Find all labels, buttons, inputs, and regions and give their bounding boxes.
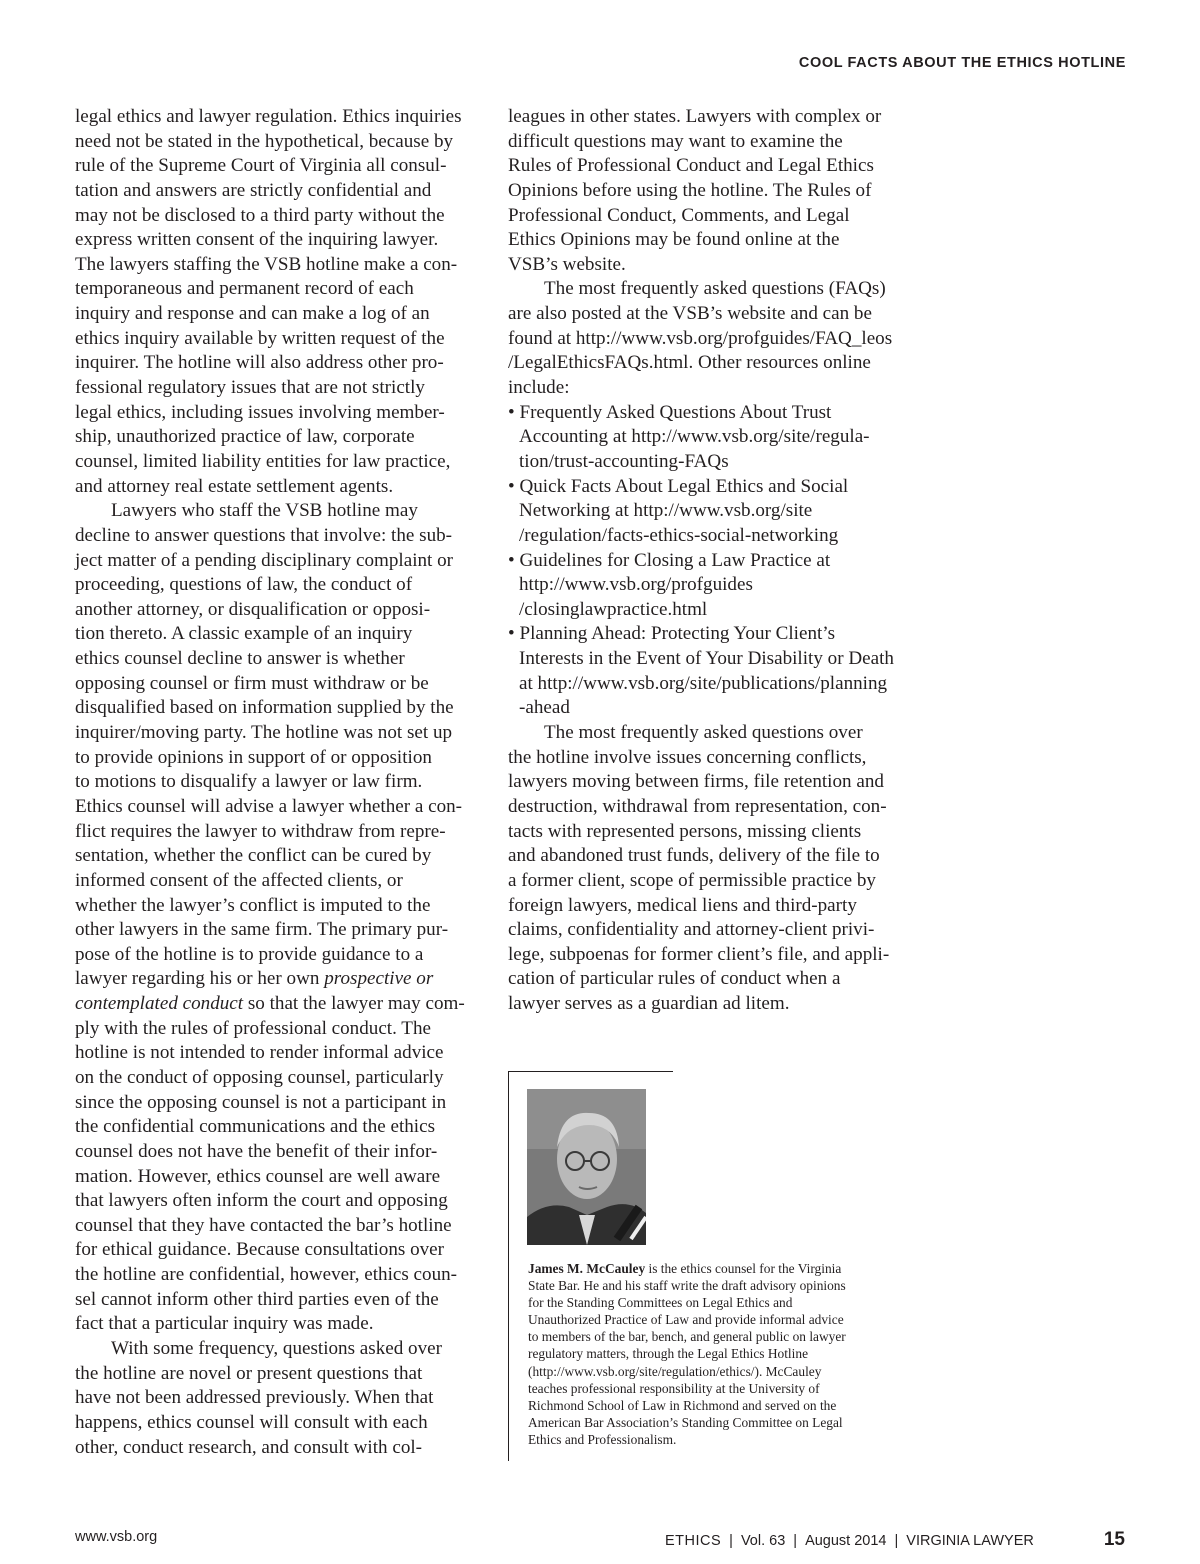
- text-run: so that the lawyer may com-: [243, 993, 465, 1015]
- text-line: legal ethics and lawyer regulation. Ethics inquiries: [75, 106, 462, 127]
- text-line: include:: [508, 377, 570, 399]
- footer-section: ETHICS: [664, 1533, 722, 1549]
- text-line: need not be stated in the hypothetical, because by: [75, 130, 454, 152]
- author-bio-text: [528, 1260, 908, 1448]
- text-line: hotline is not intended to render informal advice: [75, 1042, 444, 1064]
- text-line: that lawyers often inform the court and opposing: [75, 1190, 448, 1212]
- bio-top-rule: [508, 1071, 673, 1072]
- bullet-item: • Guidelines for Closing a Law Practice at: [508, 549, 831, 571]
- text-line: tation and answers are strictly confidential and: [75, 179, 432, 201]
- text-line: happens, ethics counsel will consult with each: [75, 1411, 428, 1433]
- text-line: VSB’s website.: [508, 253, 626, 275]
- text-line: legal ethics, including issues involving member-: [75, 401, 445, 423]
- bio-line: American Bar Association’s Standing Committee on Legal: [528, 1414, 843, 1430]
- mixed-style-line: [75, 967, 485, 992]
- text-line: flict requires the lawyer to withdraw from repre-: [75, 820, 446, 842]
- text-line: fact that a particular inquiry was made.: [75, 1313, 374, 1335]
- text-line: difficult questions may want to examine the: [508, 130, 843, 152]
- text-line: Professional Conduct, Comments, and Legal: [508, 204, 850, 226]
- text-line: tacts with represented persons, missing clients: [508, 820, 862, 842]
- text-line: ply with the rules of professional conduct. The: [75, 1017, 431, 1039]
- text-line: Opinions before using the hotline. The Rules of: [508, 179, 872, 201]
- bio-line: for the Standing Committees on Legal Ethics and: [528, 1295, 793, 1311]
- text-line: the hotline involve issues concerning conflicts,: [508, 746, 867, 768]
- mixed-style-line: [75, 992, 485, 1017]
- bio-line: Richmond School of Law in Richmond and served on the: [528, 1397, 837, 1413]
- text-line: have not been addressed previously. When that: [75, 1387, 434, 1409]
- text-line: rule of the Supreme Court of Virginia all consul-: [75, 155, 447, 177]
- text-line: a former client, scope of permissible practice by: [508, 869, 876, 891]
- author-name: James M. McCauley: [528, 1261, 646, 1276]
- text-line: on the conduct of opposing counsel, particularly: [75, 1066, 444, 1088]
- bio-left-rule: [508, 1071, 509, 1461]
- text-line: lawyers moving between firms, file retention and: [508, 771, 884, 793]
- author-bio-box: [508, 1071, 908, 1461]
- text-line: temporaneous and permanent record of each: [75, 278, 414, 300]
- bullet-item: • Quick Facts About Legal Ethics and Social: [508, 475, 849, 497]
- text-line: inquirer/moving party. The hotline was not set up: [75, 722, 453, 744]
- bio-text-run: is the ethics counsel for the Virginia: [645, 1261, 842, 1276]
- footer-separator: |: [793, 1533, 798, 1549]
- text-line: Ethics Opinions may be found online at the: [508, 229, 840, 251]
- bio-line: regulatory matters, through the Legal Ethics Hotline: [528, 1346, 809, 1362]
- text-line: ethics inquiry available by written request of the: [75, 327, 445, 349]
- text-line: tion thereto. A classic example of an inquiry: [75, 623, 413, 645]
- paragraph-start-line: Lawyers who staff the VSB hotline may: [111, 500, 418, 522]
- footer-website-url: www.vsb.org: [75, 1529, 158, 1545]
- text-line: the hotline are novel or present questions that: [75, 1362, 423, 1384]
- author-portrait: [527, 1089, 646, 1245]
- text-line: lawyer serves as a guardian ad litem.: [508, 993, 790, 1015]
- bullet-continuation: /closinglawpractice.html: [519, 598, 708, 620]
- text-line: claims, confidentiality and attorney-client privi-: [508, 919, 875, 941]
- paragraph-start-line: The most frequently asked questions (FAQs): [544, 278, 886, 300]
- bio-line: Ethics and Professionalism.: [528, 1431, 677, 1447]
- footer-publication: VIRGINIA LAWYER: [906, 1533, 1034, 1549]
- bullet-continuation: Accounting at http://www.vsb.org/site/regula-: [519, 426, 870, 448]
- bio-line: [528, 1260, 908, 1277]
- text-line: counsel does not have the benefit of their infor-: [75, 1140, 438, 1162]
- bullet-continuation: tion/trust-accounting-FAQs: [519, 450, 729, 472]
- text-line: cation of particular rules of conduct when a: [508, 968, 841, 990]
- footer-date: August 2014: [805, 1533, 887, 1549]
- page-number: 15: [1103, 1529, 1125, 1550]
- text-line: to motions to disqualify a lawyer or law firm.: [75, 771, 423, 793]
- bio-line: Unauthorized Practice of Law and provide informal advice: [528, 1312, 844, 1328]
- bio-line: teaches professional responsibility at the University of: [528, 1380, 820, 1396]
- text-line: sentation, whether the conflict can be cured by: [75, 845, 432, 867]
- text-line: another attorney, or disqualification or opposi-: [75, 598, 431, 620]
- text-line: may not be disclosed to a third party without the: [75, 204, 445, 226]
- text-line: are also posted at the VSB’s website and can be: [508, 303, 872, 325]
- text-line: whether the lawyer’s conflict is imputed to the: [75, 894, 431, 916]
- text-line: mation. However, ethics counsel are well aware: [75, 1165, 441, 1187]
- bio-line: (http://www.vsb.org/site/regulation/ethics/). McCauley: [528, 1363, 822, 1379]
- text-line: found at http://www.vsb.org/profguides/FAQ_leos: [508, 327, 893, 349]
- text-line: express written consent of the inquiring lawyer.: [75, 229, 439, 251]
- italic-phrase: contemplated conduct: [75, 993, 244, 1015]
- text-line: the hotline are confidential, however, ethics coun-: [75, 1264, 458, 1286]
- text-line: leagues in other states. Lawyers with complex or: [508, 106, 882, 127]
- bullet-continuation: at http://www.vsb.org/site/publications/planning: [519, 672, 888, 694]
- bullet-continuation: http://www.vsb.org/profguides: [519, 574, 753, 596]
- text-line: counsel that they have contacted the bar’s hotline: [75, 1214, 452, 1236]
- text-line: disqualified based on information supplied by the: [75, 697, 454, 719]
- text-line: ject matter of a pending disciplinary complaint or: [75, 549, 454, 571]
- right-column: [508, 105, 908, 1017]
- text-line: inquirer. The hotline will also address other pro-: [75, 352, 444, 374]
- text-line: and abandoned trust funds, delivery of the file to: [508, 845, 880, 867]
- text-line: sel cannot inform other third parties even of the: [75, 1288, 439, 1310]
- text-line: decline to answer questions that involve: the sub-: [75, 524, 453, 546]
- paragraph-start-line: With some frequency, questions asked over: [111, 1338, 442, 1360]
- italic-phrase: prospective or: [324, 968, 434, 990]
- paragraph-start-line: The most frequently asked questions over: [544, 722, 863, 744]
- bullet-continuation: /regulation/facts-ethics-social-networking: [519, 524, 839, 546]
- bullet-item: • Planning Ahead: Protecting Your Client’s: [508, 623, 836, 645]
- text-line: other, conduct research, and consult with col-: [75, 1436, 423, 1458]
- text-line: inquiry and response and can make a log of an: [75, 303, 430, 325]
- bullet-continuation: Interests in the Event of Your Disability or Death: [519, 648, 894, 670]
- text-line: for ethical guidance. Because consultations over: [75, 1239, 445, 1261]
- text-line: The lawyers staffing the VSB hotline make a con-: [75, 253, 458, 275]
- text-line: foreign lawyers, medical liens and third-party: [508, 894, 857, 916]
- text-line: destruction, withdrawal from representation, con-: [508, 795, 887, 817]
- bullet-item: • Frequently Asked Questions About Trust: [508, 401, 832, 423]
- bio-line: State Bar. He and his staff write the draft advisory opinions: [528, 1278, 846, 1294]
- footer-separator: |: [729, 1533, 733, 1549]
- text-line: other lawyers in the same firm. The primary pur-: [75, 919, 449, 941]
- text-line: ship, unauthorized practice of law, corporate: [75, 426, 415, 448]
- footer-separator: |: [894, 1533, 899, 1549]
- text-line: pose of the hotline is to provide guidance to a: [75, 943, 424, 965]
- text-line: ethics counsel decline to answer is whether: [75, 648, 405, 670]
- left-column: [75, 105, 485, 1460]
- footer-folio: [665, 1529, 1125, 1551]
- footer-volume: Vol. 63: [740, 1533, 786, 1549]
- text-line: fessional regulatory issues that are not strictly: [75, 377, 425, 399]
- bullet-continuation: -ahead: [519, 697, 570, 719]
- text-line: opposing counsel or firm must withdraw or be: [75, 672, 429, 694]
- text-line: Rules of Professional Conduct and Legal Ethics: [508, 155, 874, 177]
- text-line: proceeding, questions of law, the conduct of: [75, 574, 413, 596]
- section-header: COOL FACTS ABOUT THE ETHICS HOTLINE: [798, 55, 1126, 71]
- text-line: since the opposing counsel is not a participant in: [75, 1091, 447, 1113]
- text-line: to provide opinions in support of or opposition: [75, 746, 432, 768]
- bullet-continuation: Networking at http://www.vsb.org/site: [519, 500, 813, 522]
- text-line: /LegalEthicsFAQs.html. Other resources online: [508, 352, 871, 374]
- text-run: lawyer regarding his or her own: [75, 968, 320, 990]
- text-line: counsel, limited liability entities for law practice,: [75, 450, 451, 472]
- bio-line: to members of the bar, bench, and general public on lawyer: [528, 1329, 846, 1345]
- text-line: informed consent of the affected clients, or: [75, 869, 403, 891]
- text-line: lege, subpoenas for former client’s file, and appli-: [508, 943, 890, 965]
- text-line: and attorney real estate settlement agents.: [75, 475, 394, 497]
- text-line: the confidential communications and the ethics: [75, 1116, 436, 1138]
- text-line: Ethics counsel will advise a lawyer whether a con-: [75, 795, 463, 817]
